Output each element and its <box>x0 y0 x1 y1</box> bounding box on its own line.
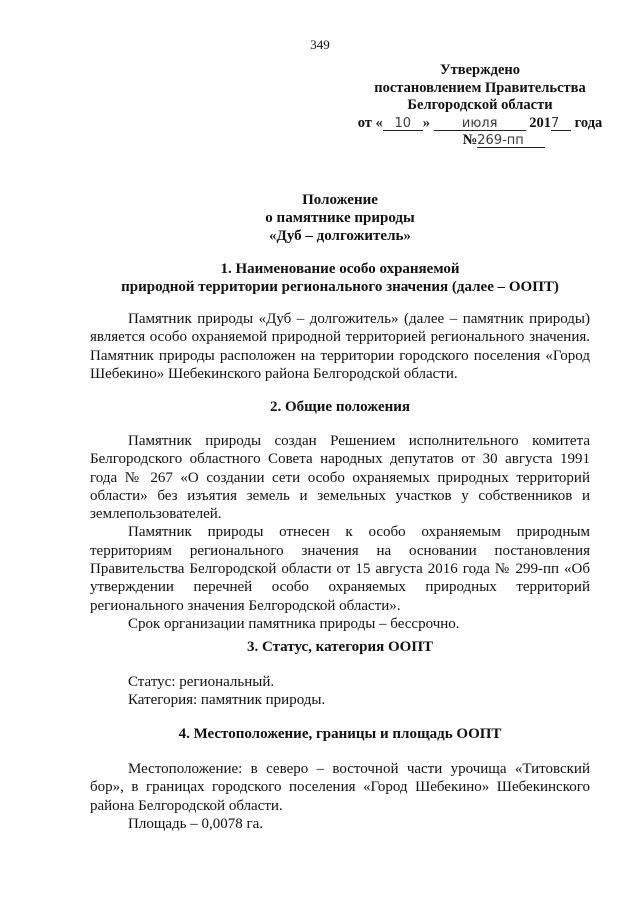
title-line-1: Положение <box>302 192 378 208</box>
date-suffix: года <box>574 114 603 131</box>
date-prefix: от « <box>357 114 383 131</box>
approval-line-2: постановлением Правительства <box>374 79 586 96</box>
section-1-body <box>90 310 590 383</box>
section-1-heading <box>90 260 590 296</box>
section-2-paragraph-3: Срок организации памятника природы – бессрочно. <box>128 615 460 632</box>
section-3-body <box>90 673 590 710</box>
section-2-paragraph-2: Памятник природы отнесен к особо охраняемым природным территориям регионального значения на основании постановления Правительства Белгородской области от 15 августа 2016 года № 299-пп «Об утверждении перечней особо охраняемых природных территорий регионального значения Белгородской области». <box>90 524 590 614</box>
section-2-heading: 2. Общие положения <box>269 399 411 415</box>
document-title <box>0 191 640 245</box>
section-3-paragraph-2: Категория: памятник природы. <box>128 692 326 709</box>
number-handwritten: 269-пп <box>477 134 545 148</box>
title-line-2: о памятнике природы <box>265 210 415 226</box>
approval-line-1: Утверждено <box>440 62 520 78</box>
approval-line-3: Белгородской области <box>407 97 553 113</box>
date-mid: » <box>422 114 431 131</box>
date-day-handwritten: 10 <box>383 117 423 131</box>
section-1-paragraph-1: Памятник природы «Дуб – долгожитель» (далее – памятник природы) является особо охраняемой природной территорией регионального значения. Памятник природы расположен на территории городского поселения «Город Шебекино» Шебекинского района Белгородской области. <box>90 311 590 382</box>
section-1-heading-line-2: природной территории регионального значения (далее – ООПТ) <box>121 279 559 295</box>
date-year-handwritten: 7 <box>551 117 571 131</box>
date-month-handwritten: июля <box>434 117 526 131</box>
section-3-heading: 3. Статус, категория ООПТ <box>246 639 433 655</box>
section-1-heading-line-1: 1. Наименование особо охраняемой <box>220 261 460 277</box>
section-4-heading: 4. Местоположение, границы и площадь ООПТ <box>178 726 502 742</box>
section-4-body <box>90 760 590 833</box>
number-sign: № <box>462 132 478 148</box>
approval-number-line <box>340 132 620 150</box>
title-line-3: «Дуб – долгожитель» <box>269 228 411 244</box>
date-year-printed: 201 <box>529 114 552 131</box>
section-3-paragraph-1: Статус: региональный. <box>128 674 275 690</box>
approval-stamp <box>340 62 620 150</box>
section-4-paragraph-2: Площадь – 0,0078 га. <box>128 815 264 832</box>
section-4-paragraph-1: Местоположение: в северо – восточной части урочища «Титовский бор», в границах городского поселения «Город Шебекино» Шебекинского района Белгородской области. <box>90 761 590 814</box>
section-2-body <box>90 432 590 633</box>
section-2-paragraph-1: Памятник природы создан Решением исполнительного комитета Белгородского областного Совета народных депутатов от 30 августа 1991 года № 267 «О создании сети особо охраняемых природных территорий области» без изъятия земель и земельных участков у собственников и землепользователей. <box>90 433 590 523</box>
approval-date-line <box>340 115 620 133</box>
page-number: 349 <box>310 37 330 52</box>
